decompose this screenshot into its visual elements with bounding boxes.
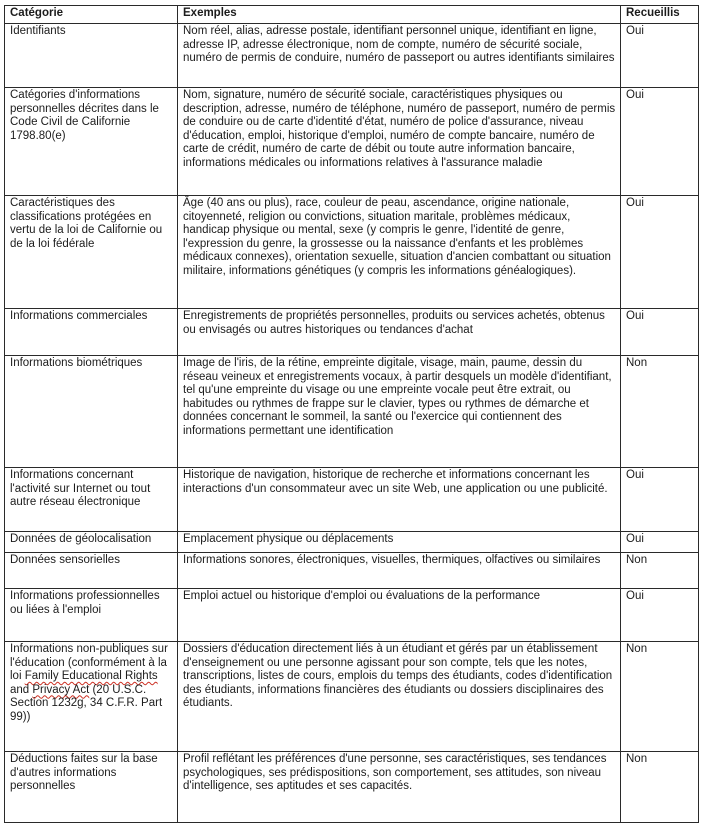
examples-cell: Emplacement physique ou déplacements (178, 532, 621, 553)
misspelled-text: Privacy Act (32, 683, 90, 696)
examples-cell: Informations sonores, électroniques, visuelles, thermiques, olfactives ou similaires (178, 553, 621, 589)
table-row (5, 24, 699, 88)
examples-cell: Dossiers d'éducation directement liés à un étudiant et gérés par un établissement d'enseignement ou une personne agissant pour son compte, tels que les notes, transcriptions, listes de cours, emplois du temps des étudiants, codes d'identification des étudiants, informations financières des étudiants ou dossiers disciplinaires des étudiants. (178, 642, 621, 752)
collected-cell: Non (621, 642, 699, 752)
collected-cell: Oui (621, 468, 699, 532)
examples-cell: Âge (40 ans ou plus), race, couleur de peau, ascendance, origine nationale, citoyenneté, religion ou convictions, situation maritale, problèmes médicaux, handicap physique ou mental, sexe (y compris le genre, l'identité de genre, l'expression du genre, la grossesse ou la naissance d'enfants et les problèmes médicaux connexes), orientation sexuelle, situation d'ancien combattant ou situation militaire, informations génétiques (y compris les informations généalogiques). (178, 196, 621, 309)
examples-cell: Image de l'iris, de la rétine, empreinte digitale, visage, main, paume, dessin du réseau veineux et enregistrements vocaux, à partir desquels un modèle d'identifiant, tel qu'une empreinte du visage ou une empreinte vocale peut être extrait, ou habitudes ou rythmes de frappe sur le clavier, types ou rythmes de démarche et données concernant le sommeil, la santé ou l'exercice qui contiennent des informations permettant une identification (178, 356, 621, 468)
examples-cell: Historique de navigation, historique de recherche et informations concernant les interactions d'un consommateur avec un site Web, une application ou une publicité. (178, 468, 621, 532)
category-text: (20 U.S.C. Section 1232g, 34 C.F.R. Part 99)) (10, 683, 163, 723)
column-header-exemples: Exemples (178, 6, 621, 24)
misspelled-text: Family Educational Rights (24, 670, 158, 682)
category-cell: Données de géolocalisation (5, 532, 178, 553)
category-cell (5, 642, 178, 752)
category-cell: Informations biométriques (5, 356, 178, 468)
category-text: and (10, 683, 33, 696)
column-header-recueillis: Recueillis (621, 6, 699, 24)
table-row (5, 468, 699, 532)
collected-cell: Non (621, 752, 699, 823)
examples-cell: Enregistrements de propriétés personnelles, produits ou services achetés, obtenus ou envisagés ou autres historiques ou tendances d'achat (178, 309, 621, 356)
category-cell: Identifiants (5, 24, 178, 88)
column-header-categorie: Catégorie (5, 6, 178, 24)
table-row (5, 309, 699, 356)
table-row (5, 589, 699, 642)
category-cell: Déductions faites sur la base d'autres informations personnelles (5, 752, 178, 823)
category-text: Informations non-publiques sur l'éducation (conformément à la loi (10, 643, 168, 682)
table-header (5, 6, 699, 24)
table-row (5, 532, 699, 553)
collected-cell: Oui (621, 309, 699, 356)
category-cell: Catégories d'informations personnelles décrites dans le Code Civil de Californie 1798.80(e) (5, 88, 178, 196)
table-row (5, 196, 699, 309)
examples-cell: Emploi actuel ou historique d'emploi ou évaluations de la performance (178, 589, 621, 642)
category-cell: Données sensorielles (5, 553, 178, 589)
category-cell: Informations professionnelles ou liées à l'emploi (5, 589, 178, 642)
category-cell: Informations commerciales (5, 309, 178, 356)
examples-cell: Nom, signature, numéro de sécurité sociale, caractéristiques physiques ou description, adresse, numéro de téléphone, numéro de passeport, numéro de permis de conduire ou de carte d'identité d'état, numéro de police d'assurance, niveau d'éducation, emploi, historique d'emploi, numéro de compte bancaire, numéro de carte de crédit, numéro de carte de débit ou toute autre information bancaire, informations médicales ou informations relatives à l'assurance maladie (178, 88, 621, 196)
collected-cell: Non (621, 553, 699, 589)
privacy-categories-table (4, 5, 699, 823)
category-cell: Informations concernant l'activité sur Internet ou tout autre réseau électronique (5, 468, 178, 532)
examples-cell: Nom réel, alias, adresse postale, identifiant personnel unique, identifiant en ligne, adresse IP, adresse électronique, nom de compte, numéro de sécurité sociale, numéro de permis de conduire, numéro de passeport ou autres identifiants similaires (178, 24, 621, 88)
collected-cell: Oui (621, 532, 699, 553)
table-row (5, 642, 699, 752)
collected-cell: Oui (621, 24, 699, 88)
table-body (5, 24, 699, 823)
table-row (5, 553, 699, 589)
collected-cell: Oui (621, 196, 699, 309)
category-cell: Caractéristiques des classifications protégées en vertu de la loi de Californie ou de la loi fédérale (5, 196, 178, 309)
table-row (5, 752, 699, 823)
examples-cell: Profil reflétant les préférences d'une personne, ses caractéristiques, ses tendances psychologiques, ses prédispositions, son comportement, ses attitudes, son niveau d'intelligence, ses aptitudes et ses capacités. (178, 752, 621, 823)
table-row (5, 88, 699, 196)
header-row (5, 6, 699, 24)
table-row (5, 356, 699, 468)
collected-cell: Oui (621, 589, 699, 642)
document-page (0, 5, 702, 825)
collected-cell: Oui (621, 88, 699, 196)
collected-cell: Non (621, 356, 699, 468)
